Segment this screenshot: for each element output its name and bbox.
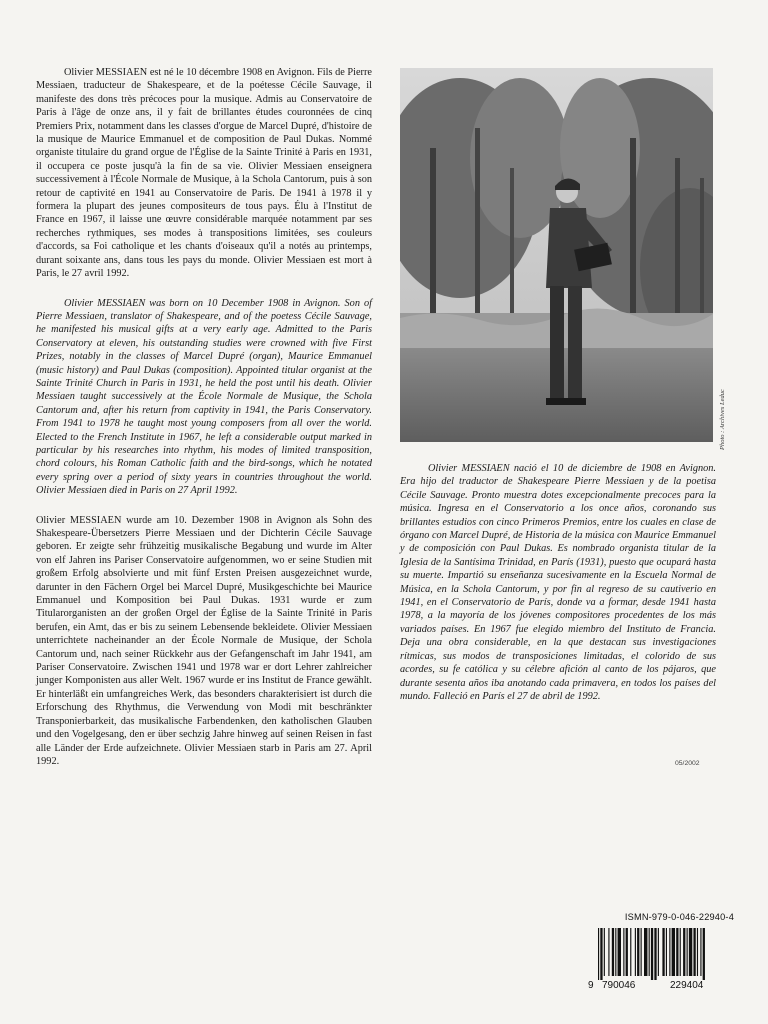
barcode-bar <box>700 928 701 976</box>
barcode-bar <box>662 928 664 976</box>
barcode-bar <box>683 928 685 976</box>
barcode-lead-digit: 9 <box>588 980 594 991</box>
barcode-bar <box>676 928 678 976</box>
document-code: 05/2002 <box>675 760 700 767</box>
barcode-bar <box>644 928 647 976</box>
barcode-bar <box>649 928 650 976</box>
barcode-bar <box>687 928 688 976</box>
barcode-bar <box>600 928 602 980</box>
biography-french: Olivier MESSIAEN est né le 10 décembre 1908 en Avignon. Fils de Pierre Messiaen, traducteur de Shakespeare, et de la poétesse Cécile Sauvage, il manifeste des dons très précoces pour la musique. Admis au Conservatoire de Paris à l'âge de onze ans, il y fait de brillantes études couronnées de cinq Premiers Prix, notamment dans les classes d'orgue de Marcel Dupré, d'histoire de la musique de Maurice Emmanuel et de composition de Paul Dukas. Nommé organiste titulaire du grand orgue de l'Église de la Sainte Trinité à Paris en 1931, il occupera ce poste jusqu'à la fin de sa vie. Olivier Messiaen enseignera successivement à l'École Normale de Musique, à la Schola Cantorum, puis à son retour de captivité en 1941 au Conservatoire de Paris. De 1941 à 1978 il y formera la plupart des jeunes compositeurs de tous pays. Élu à l'Institut de France en 1967, il laisse une œuvre considérable marquée notamment par ses recherches rythmiques, ses modes à transpositions limitées, ses couleurs d'accords, sa Foi catholique et les chants d'oiseaux qu'il a notés au printemps, durant soixante ans, dans tous les pays du monde. Olivier Messiaen est mort à Paris, le 27 avril 1992. <box>36 67 372 280</box>
right-column <box>400 462 716 717</box>
barcode-bar <box>615 928 616 976</box>
barcode-bar <box>689 928 692 976</box>
barcode-bar <box>651 928 653 980</box>
barcode-bar <box>608 928 609 976</box>
barcode-bar <box>618 928 621 976</box>
barcode-bar <box>635 928 636 976</box>
biography-german: Olivier MESSIAEN wurde am 10. Dezember 1908 in Avignon als Sohn des Shakespeare-Übersetzers Pierre Messiaen und der Dichterin Cécile Sauvage geboren. Er zeigte sehr frühzeitig musikalische Begabung und wurde im Alter von elf Jahren ins Pariser Conservatoire aufgenommen, wo er seine Studien mit großem Erfolg absolvierte und mit fünf Ersten Preisen ausgezeichnet wurde, darunter in den Fächern Orgel bei Marcel Dupré, Musikgeschichte bei Maurice Emmanuel und Komposition bei Paul Dukas. 1931 wurde er zum Titularorganisten an der großen Orgel der Église de la Sainte Trinité in Paris berufen, ein Amt, das er bis zu seinem Lebensende bekleidete. Olivier Messiaen unterrichtete nacheinander an der École Normale de Musique, der Schola Cantorum und, nach seiner Rückkehr aus der Gefangenschaft im Jahr 1941, am Pariser Conservatoire. Zwischen 1941 und 1978 war er dort Lehrer zahlreicher junger Komponisten aus aller Welt. 1967 wurde er ins Institut de France gewählt. Er hinterläßt ein umfangreiches Werk, das besonders charakterisiert ist durch die Erforschung des Rhythmus, die Verwendung von Modi mit beschränkter Transponierbarkeit, das musikalische Farbendenken, den katholischen Glauben und den Vogelgesang, den er über sechzig Jahre hinweg auf seinen Reisen in fast alle Länder der Erde aufzeichnete. Olivier Messiaen starb in Paris am 27. April 1992. <box>36 514 372 767</box>
isbn-number: ISMN-979-0-046-22940-4 <box>624 912 734 922</box>
barcode-bar <box>604 928 605 976</box>
left-column <box>36 66 372 768</box>
barcode-bar <box>693 928 695 976</box>
barcode-bar <box>626 928 628 976</box>
barcode-bars <box>588 928 734 980</box>
barcode-bar <box>697 928 698 976</box>
barcode-bar <box>630 928 631 976</box>
barcode-bar <box>703 928 705 980</box>
barcode-bar <box>666 928 667 976</box>
portrait-photo <box>400 68 713 442</box>
barcode-bar <box>658 928 659 976</box>
barcode-bar <box>637 928 639 976</box>
barcode-bar <box>612 928 614 976</box>
barcode-bar <box>680 928 681 976</box>
photo-credit: Photo : Archives Leduc <box>719 389 726 450</box>
isbn-block <box>588 912 734 994</box>
biography-spanish: Olivier MESSIAEN nació el 10 de diciembre de 1908 en Avignon. Era hijo del traductor de Shakespeare Pierre Messiaen y de la poetisa Cécile Sauvage. Pronto muestra dotes excepcionalmente precoces para la música. Ingresa en el Conservatorio a los once años, coronando sus brillantes estudios con cinco Primeros Premios, entre los cuales en clase de órgano con Marcel Dupré, de Historia de la música con Maurice Emmanuel y de composición con Paul Dukas. Es nombrado organista titular de la Iglesia de la Santísima Trinidad, en París (1931), puesto que ocupará hasta su muerte. Impartió su enseñanza sucesivamente en la Escuela Normal de Música, en la Schola Cantorum, y por fin al regreso de su cautiverio en 1941, en el Conservatorio de París, donde va a formar, desde 1941 hasta 1978, a la mayoría de los jóvenes compositores procedentes de los más variados países. En 1967 fue elegido miembro del Instituto de Francia. Deja una obra considerable, en la que destacan sus investigaciones rítmicas, sus modos de transposiciones limitadas, el colorido de sus acordes, su fe católica y su célebre afición al canto de los pájaros, que durante sesenta años iba anotando cada primavera, en todos los países del mundo. Falleció en París el 27 de abril de 1992. <box>400 463 716 702</box>
biography-english: Olivier MESSIAEN was born on 10 December 1908 in Avignon. Son of Pierre Messiaen, translator of Shakespeare, and of the poetess Cécile Sauvage, he manifested his musical gifts at a very early age. Admitted to the Paris Conservatory at eleven, his outstanding studies were crowned with five First Prizes, notably in the classes of Marcel Dupré (organ), Maurice Emmanuel (music history) and Paul Dukas (composition). Appointed titular organist at the Sainte Trinité Church in Paris in 1931, he held the post until his death. Olivier Messiaen taught successively at the École Normale de Musique, the Schola Cantorum and, after his return from captivity in 1941, the Paris Conservatory. From 1941 to 1978 he taught most young composers from all over the world. Elected to the French Institute in 1967, he left a considerable output marked in particular by his researches into rhythm, his modes of limited transposition, chord colours, his Roman Catholic faith and the bird-songs, which he notated every spring over a period of sixty years in countries throughout the world. Olivier Messiaen died in Paris on 27 April 1992. <box>36 297 372 497</box>
barcode-bar <box>623 928 624 976</box>
barcode-bar <box>641 928 642 976</box>
barcode-bar <box>598 928 599 980</box>
barcode-bar <box>654 928 656 980</box>
barcode <box>588 928 734 994</box>
barcode-left-group: 790046 <box>602 980 636 991</box>
barcode-right-group: 229404 <box>670 980 704 991</box>
barcode-bar <box>672 928 675 976</box>
barcode-bar <box>669 928 670 976</box>
